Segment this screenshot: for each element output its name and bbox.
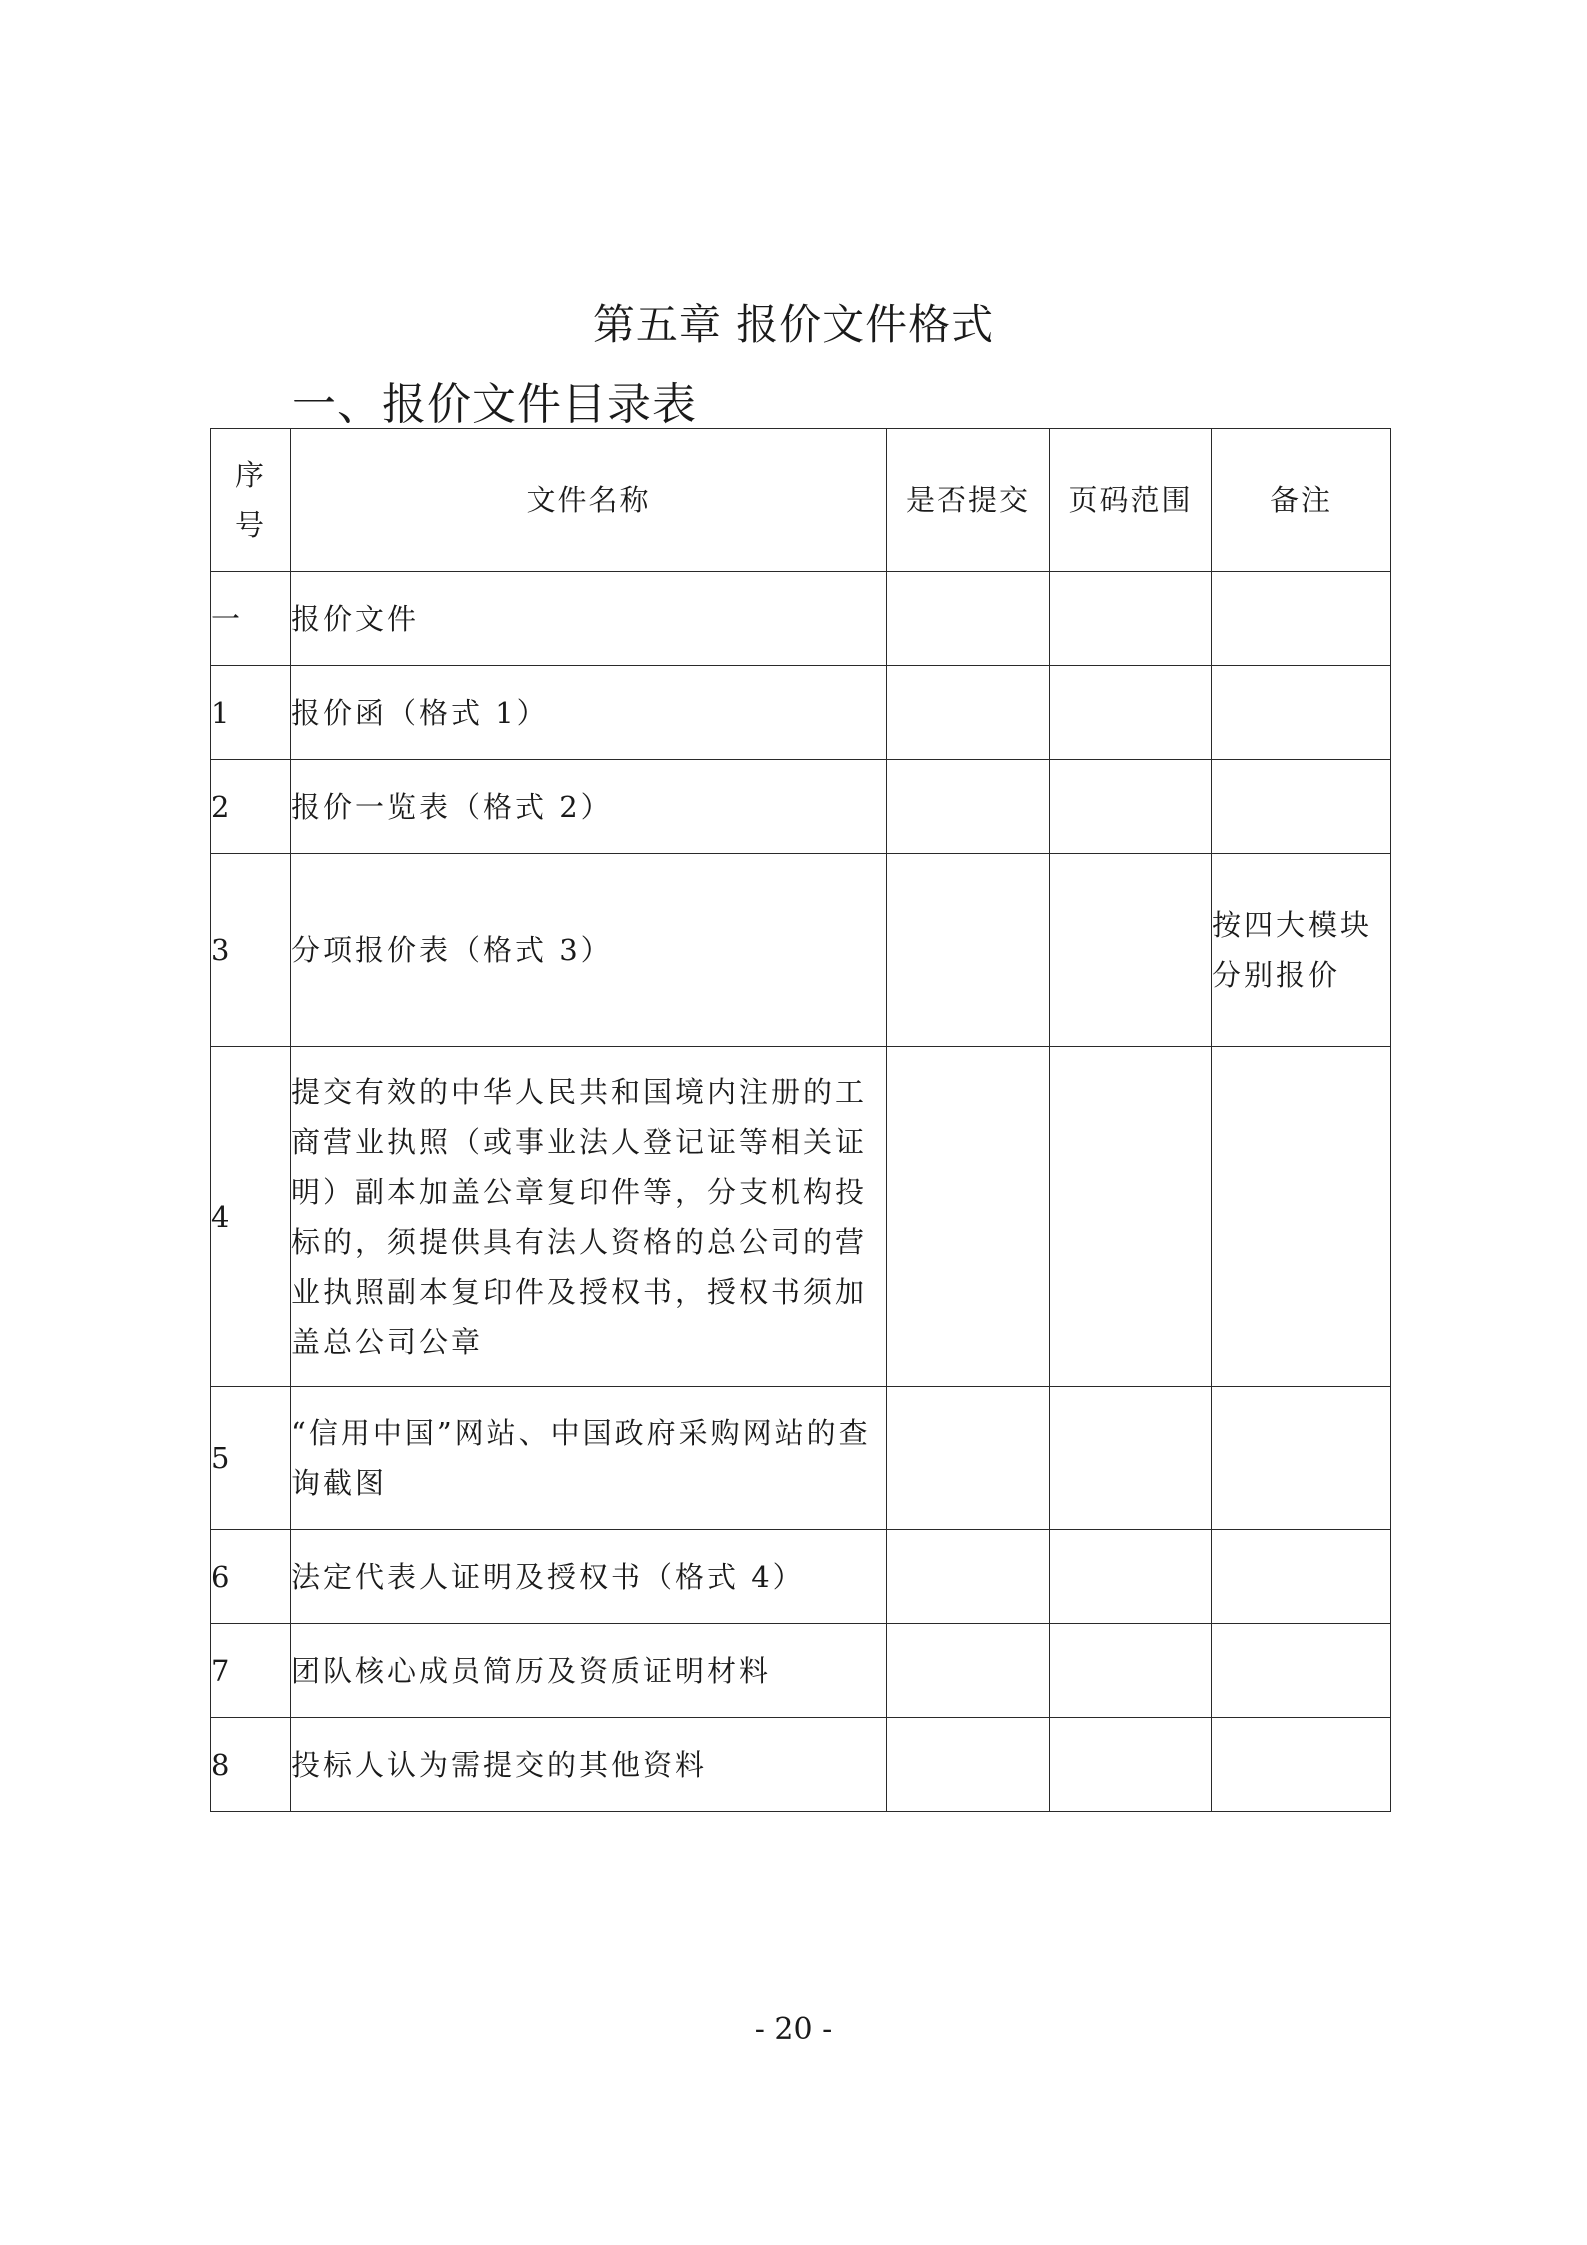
table-row — [211, 854, 1391, 1047]
table-row — [211, 1624, 1391, 1718]
row-submitted — [887, 760, 1050, 854]
document-toc-table — [210, 428, 1391, 1812]
row-seq: 一 — [211, 572, 291, 666]
row-submitted — [887, 1718, 1050, 1812]
row-page-range — [1050, 1387, 1212, 1530]
table-row — [211, 572, 1391, 666]
header-note: 备注 — [1212, 429, 1391, 572]
row-submitted — [887, 666, 1050, 760]
row-seq: 8 — [211, 1718, 291, 1812]
row-note: 按四大模块分别报价 — [1212, 854, 1391, 1047]
row-page-range — [1050, 1718, 1212, 1812]
row-page-range — [1050, 666, 1212, 760]
row-name: “信用中国”网站、中国政府采购网站的查询截图 — [291, 1387, 887, 1530]
table-row — [211, 1530, 1391, 1624]
table-row — [211, 1718, 1391, 1812]
row-note — [1212, 666, 1391, 760]
row-submitted — [887, 854, 1050, 1047]
row-seq: 6 — [211, 1530, 291, 1624]
header-page-range: 页码范围 — [1050, 429, 1212, 572]
row-submitted — [887, 1624, 1050, 1718]
row-note — [1212, 1387, 1391, 1530]
row-submitted — [887, 1530, 1050, 1624]
row-page-range — [1050, 1530, 1212, 1624]
header-seq: 序号 — [211, 429, 291, 572]
row-submitted — [887, 1387, 1050, 1530]
row-name: 提交有效的中华人民共和国境内注册的工商营业执照（或事业法人登记证等相关证明）副本加盖公章复印件等，分支机构投标的，须提供具有法人资格的总公司的营业执照副本复印件及授权书，授权书须加盖总公司公章 — [291, 1047, 887, 1387]
row-name: 分项报价表（格式 3） — [291, 854, 887, 1047]
row-seq: 3 — [211, 854, 291, 1047]
row-page-range — [1050, 854, 1212, 1047]
row-seq: 7 — [211, 1624, 291, 1718]
table-row — [211, 1047, 1391, 1387]
row-note — [1212, 1718, 1391, 1812]
page-number: - 20 - — [754, 2012, 833, 2047]
row-name: 报价文件 — [291, 572, 887, 666]
row-name: 报价函（格式 1） — [291, 666, 887, 760]
row-name: 法定代表人证明及授权书（格式 4） — [291, 1530, 887, 1624]
row-page-range — [1050, 1624, 1212, 1718]
row-seq: 4 — [211, 1047, 291, 1387]
section-title: 一、报价文件目录表 — [292, 379, 697, 430]
table-row — [211, 1387, 1391, 1530]
header-submitted: 是否提交 — [887, 429, 1050, 572]
row-note — [1212, 760, 1391, 854]
row-note — [1212, 572, 1391, 666]
row-seq: 5 — [211, 1387, 291, 1530]
table-header-row — [211, 429, 1391, 572]
row-note — [1212, 1624, 1391, 1718]
row-submitted — [887, 572, 1050, 666]
row-name: 报价一览表（格式 2） — [291, 760, 887, 854]
chapter-title: 第五章 报价文件格式 — [592, 300, 995, 349]
table-row — [211, 760, 1391, 854]
row-seq: 1 — [211, 666, 291, 760]
row-seq: 2 — [211, 760, 291, 854]
row-name: 团队核心成员简历及资质证明材料 — [291, 1624, 887, 1718]
row-note — [1212, 1047, 1391, 1387]
row-note — [1212, 1530, 1391, 1624]
table-row — [211, 666, 1391, 760]
row-page-range — [1050, 1047, 1212, 1387]
header-name: 文件名称 — [291, 429, 887, 572]
row-page-range — [1050, 572, 1212, 666]
row-page-range — [1050, 760, 1212, 854]
row-name: 投标人认为需提交的其他资料 — [291, 1718, 887, 1812]
row-submitted — [887, 1047, 1050, 1387]
